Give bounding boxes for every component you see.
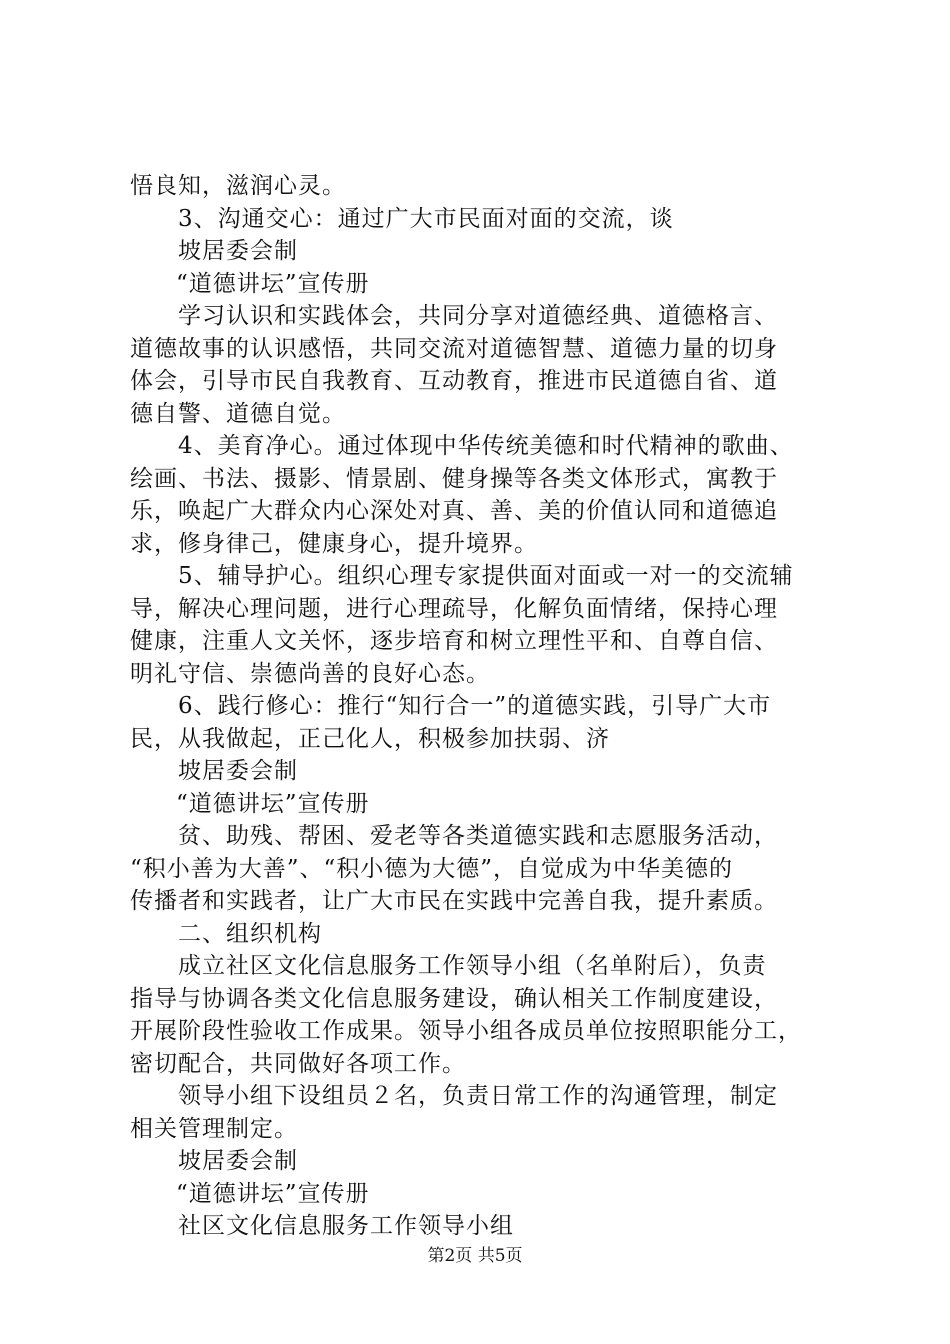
text-line: 学习认识和实践体会，共同分享对道德经典、道德格言、: [178, 303, 778, 329]
text-line: 开展阶段性验收工作成果。领导小组各成员单位按照职能分工，: [130, 1018, 802, 1044]
text-line: 体会，引导市民自我教育、互动教育，推进市民道德自省、道: [130, 368, 778, 394]
text-line: 相关管理制定。: [130, 1115, 298, 1142]
text-line: 指导与协调各类文化信息服务建设，确认相关工作制度建设，: [130, 985, 778, 1012]
text-line: “积小善为大善”、“积小德为大德”，自觉成为中华美德的: [130, 855, 734, 882]
text-line: 社区文化信息服务工作领导小组: [178, 1213, 514, 1239]
header-org: 坡居委会制: [178, 758, 298, 784]
text-line: 求，修身律己，健康身心，提升境界。: [130, 530, 538, 557]
text-line: 3、沟通交心：通过广大市民面对面的交流，谈: [178, 205, 674, 232]
header-org: 坡居委会制: [178, 1148, 298, 1174]
page-number: 第2页 共5页: [427, 1246, 523, 1266]
header-title: “道德讲坛”宣传册: [176, 790, 370, 817]
text-line: 明礼守信、崇德尚善的良好心态。: [130, 660, 490, 687]
text-line: 6、践行修心：推行“知行合一”的道德实践，引导广大市: [178, 693, 772, 719]
text-line: 5、辅导护心。组织心理专家提供面对面或一对一的交流辅: [178, 563, 794, 589]
text-line: 悟良知，滋润心灵。: [130, 173, 346, 199]
section-heading: 二、组织机构: [178, 920, 322, 947]
text-line: 绘画、书法、摄影、情景剧、健身操等各类文体形式，寓教于: [130, 465, 778, 492]
document-body: [130, 170, 840, 1243]
text-line: 密切配合，共同做好各项工作。: [130, 1050, 466, 1077]
header-org: 坡居委会制: [178, 238, 298, 264]
text-line: 领导小组下设组员２名，负责日常工作的沟通管理，制定: [178, 1083, 778, 1109]
text-line: 健康，注重人文关怀，逐步培育和树立理性平和、自尊自信、: [130, 628, 778, 654]
text-line: 4、美育净心。通过体现中华传统美德和时代精神的歌曲、: [178, 433, 794, 459]
text-line: 成立社区文化信息服务工作领导小组（名单附后），负责: [178, 953, 767, 979]
text-line: 德自警、道德自觉。: [130, 400, 346, 427]
text-line: 传播者和实践者，让广大市民在实践中完善自我，提升素质。: [130, 888, 778, 914]
text-line: 导，解决心理问题，进行心理疏导，化解负面情绪，保持心理: [130, 595, 778, 622]
header-title: “道德讲坛”宣传册: [176, 1180, 370, 1207]
text-line: 乐，唤起广大群众内心深处对真、善、美的价值认同和道德追: [130, 498, 778, 524]
text-line: 道德故事的认识感悟，共同交流对道德智慧、道德力量的切身: [130, 335, 778, 362]
header-title: “道德讲坛”宣传册: [176, 270, 370, 297]
text-line: 贫、助残、帮困、爱老等各类道德实践和志愿服务活动，: [178, 823, 778, 849]
text-line: 民，从我做起，正己化人，积极参加扶弱、济: [130, 725, 610, 752]
